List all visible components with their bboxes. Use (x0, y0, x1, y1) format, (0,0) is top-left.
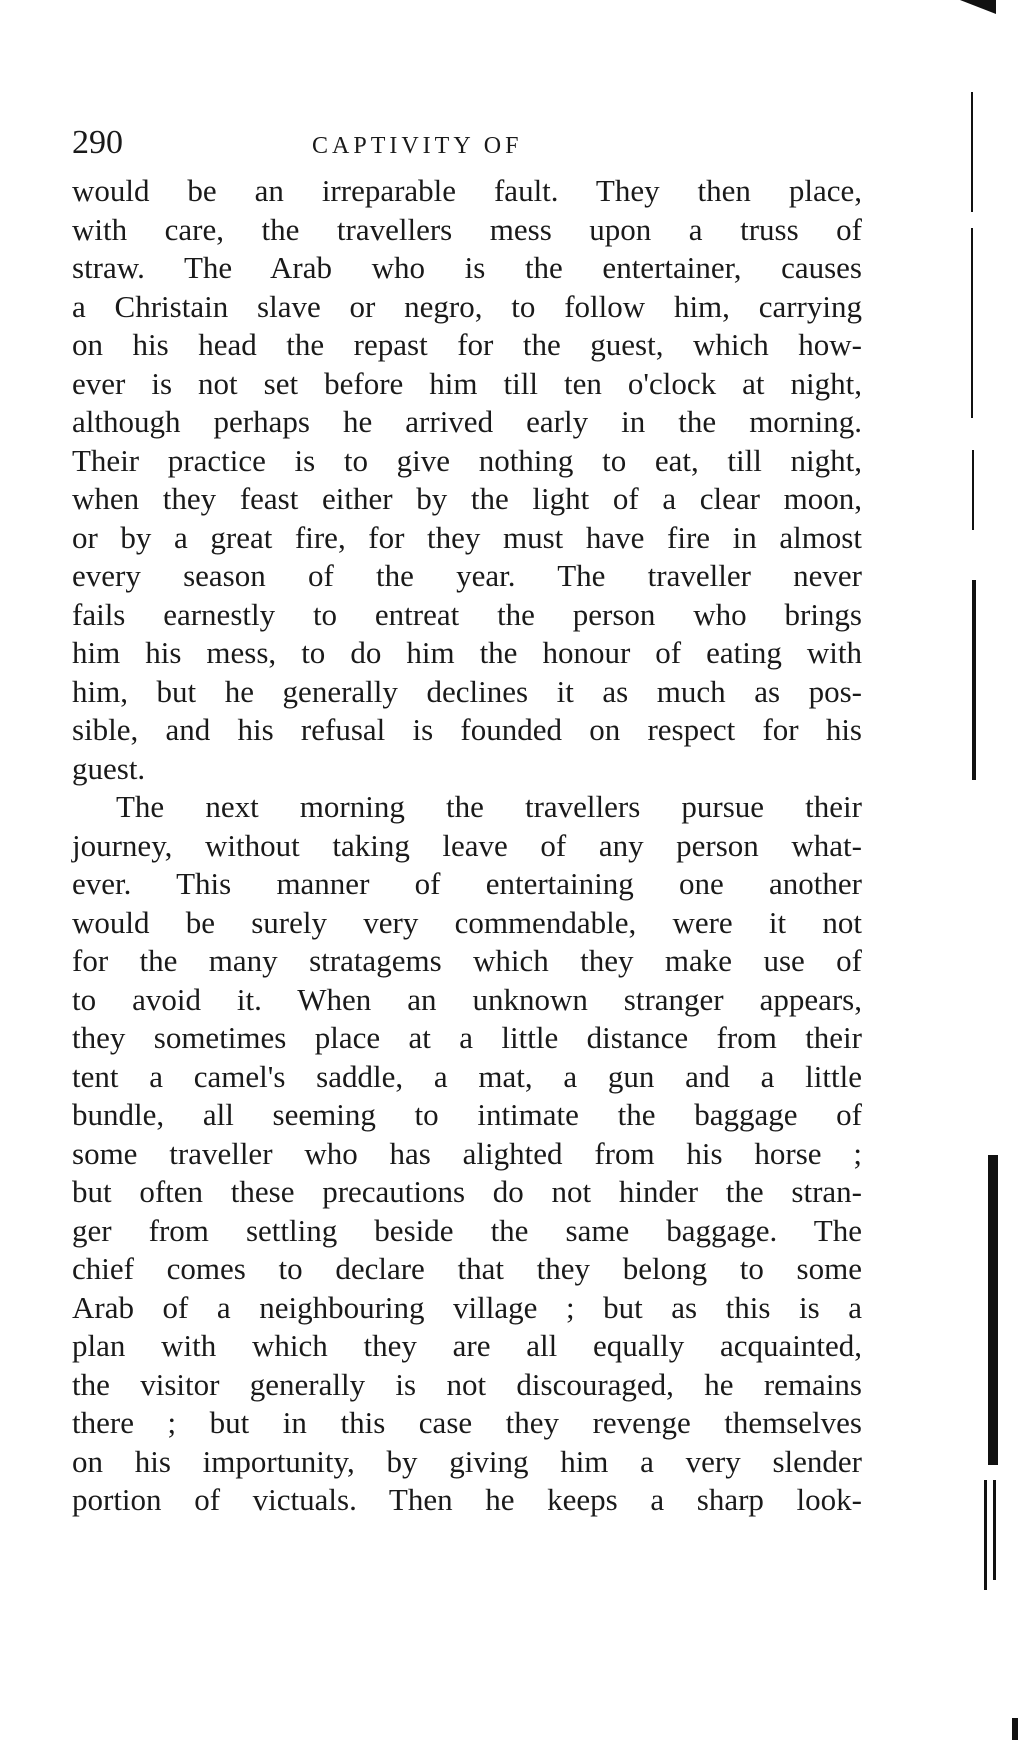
text-line: ever is not set before him till ten o'clock at night, (72, 365, 862, 401)
text-line: him, but he generally declines it as much as pos- (72, 673, 862, 709)
text-line: ever. This manner of entertaining one another (72, 866, 862, 901)
text-line: some traveller who has alighted from his horse ; (72, 1135, 862, 1171)
text-line: with care, the travellers mess upon a truss of (72, 211, 862, 247)
text-line: or by a great fire, for they must have fire in almost (72, 519, 862, 555)
text-line: to avoid it. When an unknown stranger appears, (72, 981, 862, 1017)
page-header (72, 126, 862, 166)
text-line: ger from settling beside the same baggage. The (72, 1212, 862, 1248)
text-line: Arab of a neighbouring village ; but as this is a (72, 1289, 862, 1325)
scan-artifact (993, 1480, 996, 1580)
text-line: on his head the repast for the guest, which how- (72, 327, 862, 362)
scan-artifact (988, 1155, 998, 1465)
text-line: there ; but in this case they revenge themselves (72, 1405, 862, 1440)
text-line: Their practice is to give nothing to eat, till night, (72, 442, 862, 478)
text-line: chief comes to declare that they belong to some (72, 1251, 862, 1286)
text-line: plan with which they are all equally acquainted, (72, 1328, 862, 1363)
text-line: him his mess, to do him the honour of eating with (72, 635, 862, 670)
scan-artifact (960, 0, 996, 14)
text-line: they sometimes place at a little distance from their (72, 1020, 862, 1055)
text-line: straw. The Arab who is the entertainer, causes (72, 250, 862, 285)
text-line: guest. (72, 750, 146, 786)
scan-artifact (972, 580, 976, 780)
text-line: tent a camel's saddle, a mat, a gun and a little (72, 1058, 862, 1094)
text-line: although perhaps he arrived early in the morning. (72, 404, 862, 439)
scan-artifact (1012, 1718, 1018, 1740)
text-line: when they feast either by the light of a clear moon, (72, 481, 862, 516)
text-line: the visitor generally is not discouraged, he remains (72, 1366, 862, 1402)
paragraph-1 (72, 172, 862, 788)
body-text (72, 172, 862, 1520)
text-line: every season of the year. The traveller never (72, 558, 862, 593)
scan-artifact (971, 228, 973, 418)
text-line: but often these precautions do not hinder the stran- (72, 1174, 862, 1209)
text-line: would be an irreparable fault. They then place, (72, 173, 862, 208)
running-head: CAPTIVITY OF (312, 133, 523, 159)
text-line: a Christain slave or negro, to follow him, carrying (72, 288, 862, 324)
text-line: bundle, all seeming to intimate the baggage of (72, 1097, 862, 1132)
scan-artifact (971, 92, 973, 212)
text-line: for the many stratagems which they make use of (72, 943, 862, 978)
text-line: The next morning the travellers pursue their (116, 789, 862, 824)
page-number: 290 (72, 124, 123, 161)
text-line: fails earnestly to entreat the person who brings (72, 596, 862, 632)
text-line: sible, and his refusal is founded on respect for his (72, 712, 862, 747)
scan-artifact (984, 1480, 987, 1590)
text-line: on his importunity, by giving him a very slender (72, 1443, 862, 1479)
scan-artifact (972, 450, 974, 530)
text-line: would be surely very commendable, were it not (72, 904, 862, 940)
paragraph-2 (72, 788, 862, 1520)
text-line: portion of victuals. Then he keeps a sharp look- (72, 1482, 862, 1517)
text-line: journey, without taking leave of any person what- (72, 827, 862, 863)
